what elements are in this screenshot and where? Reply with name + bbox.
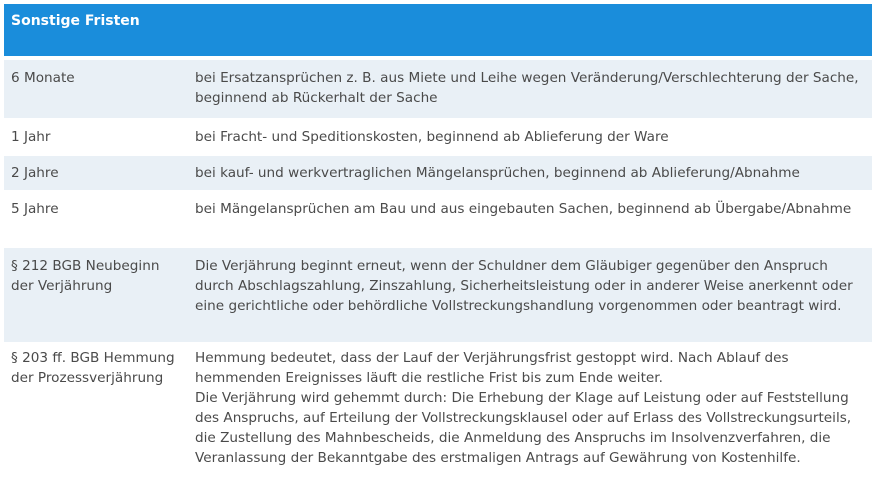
- description-cell: [187, 68, 872, 118]
- term-cell: 1 Jahr: [11, 129, 51, 145]
- term-cell: 5 Jahre: [11, 201, 59, 217]
- description-text: Hemmung bedeutet, dass der Lauf der Verjährungsfrist gestoppt wird. Nach Ablauf des hemmenden Ereignisses läuft die restliche Frist bis zum Ende weiter.: [195, 350, 789, 386]
- description-text: Die Verjährung wird gehemmt durch: Die Erhebung der Klage auf Leistung oder auf Feststellung des Anspruchs, auf Erteilung der Vollstreckungsklausel oder auf Erlass des Vollstreckungsurteils, die Zustellung des Mahnbescheids, die Anmeldung des Anspruchs im Insolvenzverfahren, die Veranlassung der Bekanntgabe des erstmaligen Antrags auf Gewährung von Kostenhilfe.: [195, 390, 852, 466]
- table-row: [4, 118, 872, 154]
- description-cell: [187, 256, 872, 342]
- description-cell: [187, 163, 872, 190]
- description-text: bei Fracht- und Speditionskosten, beginnend ab Ablieferung der Ware: [195, 129, 669, 145]
- term-cell: 6 Monate: [11, 70, 75, 86]
- table-row: [4, 154, 872, 190]
- description-cell: [187, 199, 872, 246]
- table-row: [4, 58, 872, 118]
- term-cell: 2 Jahre: [11, 165, 59, 181]
- description-text: bei Ersatzansprüchen z. B. aus Miete und Leihe wegen Veränderung/Verschlechterung der Sache, beginnend ab Rückerhalt der Sache: [195, 70, 859, 106]
- table-row: [4, 246, 872, 342]
- description-text: bei kauf- und werkvertraglichen Mängelansprüchen, beginnend ab Ablieferung/Abnahme: [195, 165, 800, 181]
- deadlines-table: [4, 4, 872, 492]
- table-row: [4, 342, 872, 490]
- table-header: Sonstige Fristen: [4, 4, 872, 58]
- term-cell: § 212 BGB Neubeginn der Verjährung: [11, 258, 160, 294]
- description-cell: [187, 127, 872, 154]
- description-cell: [187, 348, 872, 490]
- term-cell: § 203 ff. BGB Hemmung der Prozessverjährung: [11, 350, 175, 386]
- table-row: [4, 190, 872, 246]
- description-text: Die Verjährung beginnt erneut, wenn der Schuldner dem Gläubiger gegenüber den Anspruch durch Abschlagszahlung, Zinszahlung, Sicherheitsleistung oder in anderer Weise anerkennt oder eine gerichtliche oder behördliche Vollstreckungshandlung vorgenommen oder beantragt wird.: [195, 258, 853, 314]
- description-text: bei Mängelansprüchen am Bau und aus eingebauten Sachen, beginnend ab Übergabe/Abnahme: [195, 201, 852, 217]
